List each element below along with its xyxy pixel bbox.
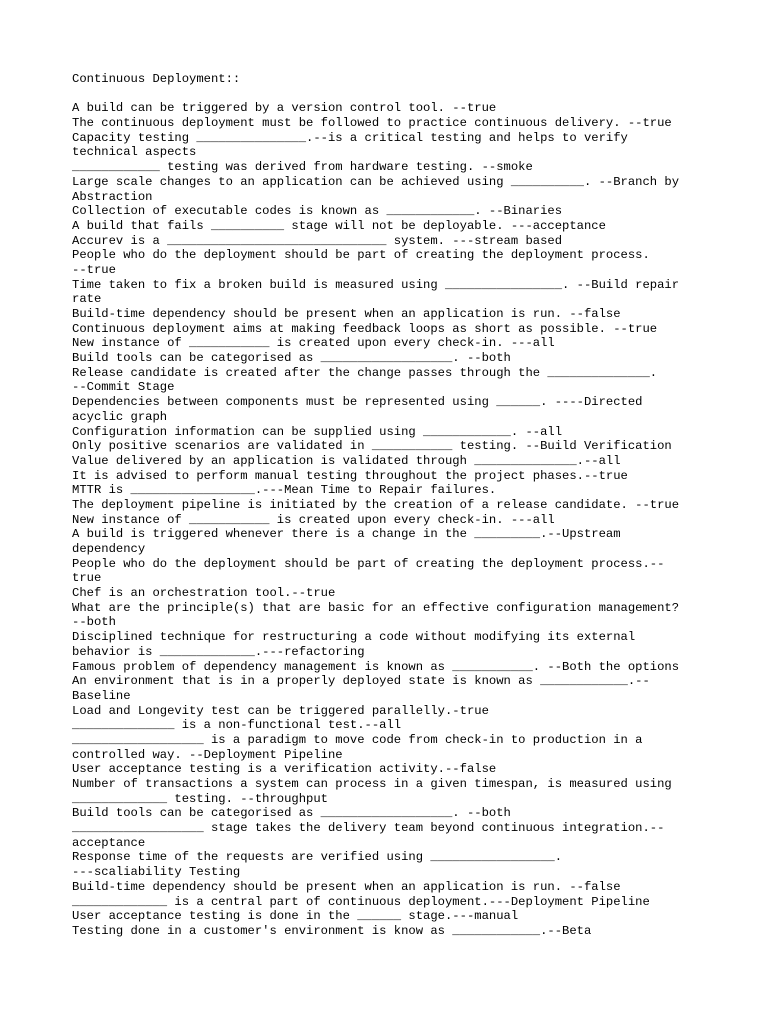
text-line: _____________ testing. --throughput [72, 791, 328, 806]
text-line: Capacity testing _______________.--is a critical testing and helps to verify [72, 130, 628, 145]
text-line: Build tools can be categorised as __________________. --both [72, 806, 511, 821]
text-line: The deployment pipeline is initiated by the creation of a release candidate. --true [72, 497, 680, 512]
text-line: Release candidate is created after the change passes through the ______________. [72, 365, 658, 380]
text-line: Number of transactions a system can process in a given timespan, is measured using [72, 777, 672, 791]
text-line: Configuration information can be supplied using ____________. --all [72, 424, 563, 439]
text-line: Collection of executable codes is known as ____________. --Binaries [72, 204, 563, 219]
text-line: Load and Longevity test can be triggered parallelly.-true [72, 703, 489, 718]
text-line: Testing done in a customer's environment is know as ____________.--Beta [72, 923, 592, 938]
text-line: User acceptance testing is a verification activity.--false [72, 762, 497, 777]
text-line: Dependencies between components must be represented using ______. ----Directed [72, 395, 643, 410]
text-line: Disciplined technique for restructuring a code without modifying its external [72, 630, 636, 645]
text-line: --true [72, 262, 116, 277]
text-line: User acceptance testing is done in the ______ stage.---manual [72, 909, 519, 924]
text-line: Time taken to fix a broken build is measured using ________________. --Build repair [72, 277, 680, 292]
text-line: --both [72, 615, 116, 630]
text-line: A build is triggered whenever there is a change in the _________.--Upstream [72, 527, 621, 542]
document-page [72, 72, 712, 939]
text-line: controlled way. --Deployment Pipeline [72, 747, 343, 762]
text-line: Build-time dependency should be present when an application is run. --false [72, 879, 621, 894]
text-line: true [72, 571, 102, 586]
text-line [72, 87, 712, 102]
text-line: _____________ is a central part of continuous deployment.---Deployment Pipeline [72, 894, 650, 909]
text-line: dependency [72, 542, 146, 556]
text-line: New instance of ___________ is created upon every check-in. ---all [72, 336, 555, 351]
text-line: behavior is _____________.---refactoring [72, 644, 365, 659]
text-line: Build tools can be categorised as __________________. --both [72, 351, 511, 366]
text-line: The continuous deployment must be followed to practice continuous delivery. --true [72, 116, 672, 131]
text-line: __________________ is a paradigm to move code from check-in to production in a [72, 732, 643, 747]
text-line: Chef is an orchestration tool.--true [72, 586, 336, 601]
text-line: MTTR is _________________.---Mean Time to Repair failures. [72, 483, 497, 498]
text-line: --Commit Stage [72, 380, 175, 395]
text-line: Abstraction [72, 189, 153, 204]
text-line: Accurev is a ______________________________ system. ---stream based [72, 233, 563, 248]
text-line: New instance of ___________ is created upon every check-in. ---all [72, 512, 555, 527]
text-line: ---scaliability Testing [72, 865, 241, 880]
text-line: An environment that is in a properly deployed state is known as ____________.-- [72, 674, 650, 689]
text-line: People who do the deployment should be part of creating the deployment process.-- [72, 556, 665, 571]
text-line: Baseline [72, 688, 131, 703]
text-line: Only positive scenarios are validated in ___________ testing. --Build Verification [72, 439, 672, 454]
text-line: ______________ is a non-functional test.--all [72, 718, 402, 733]
text-line: A build can be triggered by a version control tool. --true [72, 101, 497, 116]
text-line: acyclic graph [72, 409, 168, 424]
text-line: Famous problem of dependency management is known as ___________. --Both the options [72, 659, 680, 674]
text-line: People who do the deployment should be part of creating the deployment process. [72, 248, 650, 263]
text-line: What are the principle(s) that are basic for an effective configuration management? [72, 600, 680, 615]
text-line: Continuous deployment aims at making feedback loops as short as possible. --true [72, 321, 658, 336]
document-title: Continuous Deployment:: [72, 72, 241, 86]
text-line: Large scale changes to an application can be achieved using __________. --Branch by [72, 174, 680, 189]
text-line: acceptance [72, 835, 146, 850]
text-line: ____________ testing was derived from hardware testing. --smoke [72, 160, 533, 175]
text-line: Value delivered by an application is validated through ______________.--all [72, 453, 621, 468]
text-line: Response time of the requests are verified using _________________. [72, 850, 563, 865]
text-line: Build-time dependency should be present when an application is run. --false [72, 307, 621, 321]
text-line: rate [72, 292, 102, 307]
text-line: __________________ stage takes the delivery team beyond continuous integration.-- [72, 821, 665, 836]
text-line: It is advised to perform manual testing throughout the project phases.--true [72, 468, 628, 483]
text-line: technical aspects [72, 145, 197, 160]
text-line: A build that fails __________ stage will not be deployable. ---acceptance [72, 218, 606, 233]
